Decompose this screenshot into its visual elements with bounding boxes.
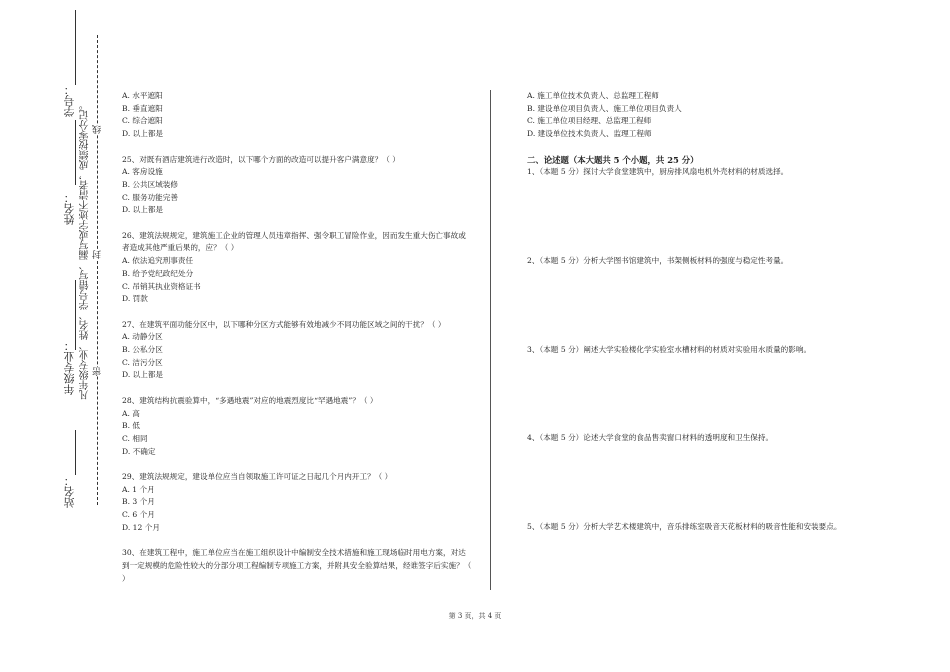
q24-option-b: B. 垂直遮阳: [122, 103, 163, 113]
column-divider: [490, 90, 491, 590]
right-column: [527, 90, 857, 534]
q25-option-d: D. 以上都是: [122, 205, 164, 215]
q30-option-d: D. 建设单位技术负责人、监理工程师: [527, 129, 652, 139]
page-footer: 第 3 页，共 4 页: [448, 612, 502, 620]
q28-option-c: C. 相同: [122, 433, 148, 443]
question-29: 29、建筑法规规定，建设单位应当自领取施工许可证之日起几个月内开工？（ ）: [122, 472, 393, 482]
q27-option-b: B. 公私分区: [122, 345, 163, 355]
question-30: 30、在建筑工程中，施工单位应当在施工组织设计中编制安全技术措施和施工现场临时用电方案，对达到一定规模的危险性较大的分部分项工程编制专项施工方案，并附具安全验算结果，经谁签字后实施？（ ）: [122, 548, 472, 583]
question-25: 25、对既有酒店建筑进行改造时，以下哪个方面的改造可以提升客户满意度？（ ）: [122, 154, 400, 164]
school-line: [75, 430, 76, 475]
seal-mark-2: 封: [93, 250, 103, 259]
q26-option-d: D. 罚款: [122, 294, 148, 304]
left-column: [122, 90, 472, 585]
major-label: 年级专业：: [63, 340, 76, 395]
q24-option-d: D. 以上都是: [122, 129, 164, 139]
q30-option-b: B. 建设单位项目负责人、施工单位项目负责人: [527, 103, 682, 113]
name-label: 姓名：: [63, 192, 76, 225]
q30-option-a: A. 施工单位技术负责人、总监理工程师: [527, 91, 659, 100]
q28-option-d: D. 不确定: [122, 446, 156, 456]
section-title: 二、论述题（本大题共 5 个小题，共 25 分）: [527, 154, 699, 165]
q28-option-a: A. 高: [122, 408, 140, 418]
q26-option-c: C. 吊销其执业资格证书: [122, 281, 201, 291]
name-line: [75, 120, 76, 185]
q29-option-c: C. 6 个月: [122, 510, 155, 520]
q28-option-b: B. 低: [122, 421, 141, 431]
school-label: 站名：: [63, 475, 76, 508]
question-26: 26、建筑法规规定，建筑施工企业的管理人员违章指挥、强令职工冒险作业，因而发生重大伤亡事故或者造成其他严重后果的，应？（ ）: [122, 230, 466, 253]
binding-margin: [0, 0, 105, 672]
q27-option-d: D. 以上都是: [122, 370, 164, 380]
student-no-line: [75, 10, 76, 85]
q29-option-d: D. 12 个月: [122, 522, 160, 532]
essay-2: 2、（本题 5 分）分析大学图书馆建筑中，书架侧板材料的强度与稳定性考量。: [527, 255, 789, 265]
essay-3: 3、（本题 5 分）阐述大学实验楼化学实验室水槽材料的材质对实验用水质量的影响。: [527, 344, 812, 354]
essay-4: 4、（本题 5 分）论述大学食堂的食品售卖窗口材料的透明度和卫生保持。: [527, 433, 774, 443]
q27-option-c: C. 洁污分区: [122, 357, 163, 367]
seal-mark: 密: [93, 367, 103, 376]
q30-option-c: C. 施工单位项目经理、总监理工程师: [527, 116, 652, 126]
binding-warning: 凡年级专业、姓名、学号错写、漏写或字迹不清者，成绩按零分记。: [80, 100, 91, 400]
q24-option-a: A. 水平遮阳: [122, 91, 163, 100]
seal-mark-3: 线: [93, 125, 103, 134]
q25-option-a: A. 客房设施: [122, 167, 163, 177]
q26-option-b: B. 给予党纪政纪处分: [122, 268, 194, 278]
q26-option-a: A. 依法追究刑事责任: [122, 256, 194, 266]
essay-1: 1、（本题 5 分）探讨大学食堂建筑中，厨房排风扇电机外壳材料的材质选择。: [527, 167, 789, 177]
student-no-label: 学号：: [63, 84, 76, 117]
question-27: 27、在建筑平面功能分区中，以下哪种分区方式能够有效地减少不同功能区域之间的干扰？（ ）: [122, 319, 446, 329]
essay-5: 5、（本题 5 分）分析大学艺术楼建筑中，音乐排练室吸音天花板材料的吸音性能和安装要点。: [527, 522, 842, 532]
q25-option-c: C. 服务功能完善: [122, 192, 178, 202]
seal-dashed-line: [97, 35, 98, 505]
q27-option-a: A. 动静分区: [122, 332, 163, 342]
q24-option-c: C. 综合遮阳: [122, 116, 163, 126]
q25-option-b: B. 公共区域装修: [122, 179, 178, 189]
q29-option-a: A. 1 个月: [122, 484, 155, 494]
q29-option-b: B. 3 个月: [122, 497, 155, 507]
question-28: 28、建筑结构抗震验算中，“多遇地震”对应的地震烈度比“罕遇地震”？（ ）: [122, 395, 378, 405]
